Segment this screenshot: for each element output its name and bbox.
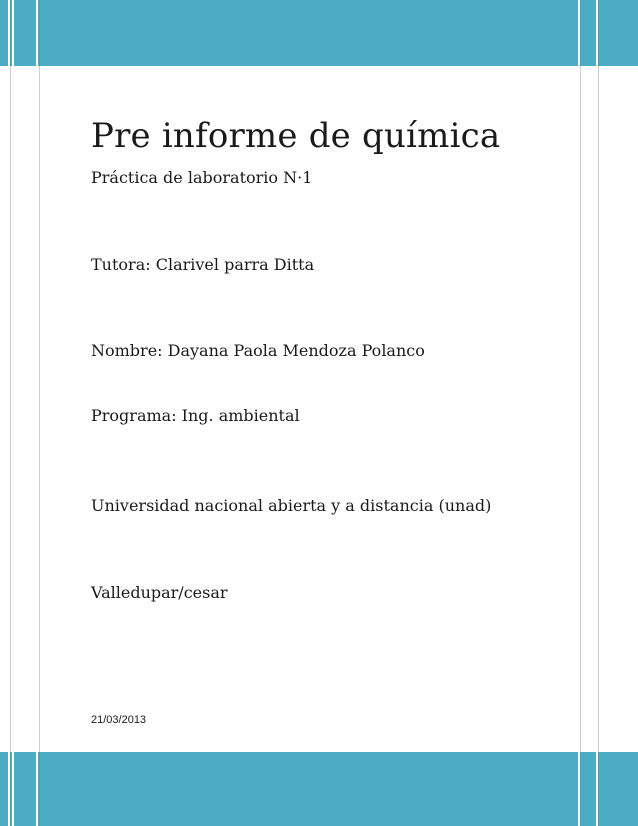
right-thin-border-inner: [580, 0, 581, 826]
document-date: 21/03/2013: [91, 714, 147, 726]
left-thin-border-inner: [39, 0, 40, 826]
student-name-line: Nombre: Dayana Paola Mendoza Polanco: [91, 341, 425, 360]
city-line: Valledupar/cesar: [91, 583, 228, 602]
tutor-line: Tutora: Clarivel parra Ditta: [91, 255, 315, 274]
right-thin-border-outer: [598, 0, 599, 826]
program-line: Programa: Ing. ambiental: [91, 406, 300, 425]
document-subtitle: Práctica de laboratorio N·1: [91, 168, 313, 187]
university-line: Universidad nacional abierta y a distancia (unad): [91, 496, 492, 515]
left-thin-border-outer: [10, 0, 11, 826]
bottom-color-band: [0, 752, 638, 826]
left-frame-line-inner: [36, 0, 38, 826]
document-title: Pre informe de química: [91, 116, 501, 156]
left-frame-line-middle: [12, 0, 14, 826]
top-color-band: [0, 0, 638, 66]
